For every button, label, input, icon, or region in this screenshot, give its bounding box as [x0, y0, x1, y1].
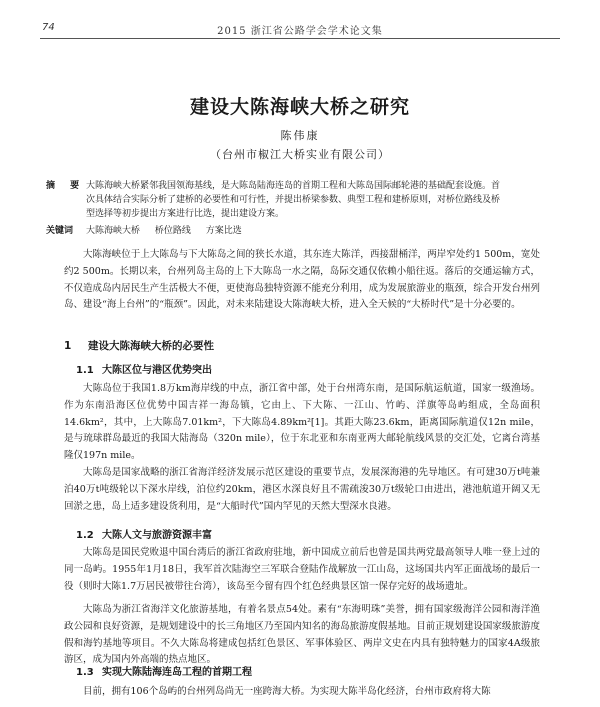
- author: 陈伟康: [280, 129, 320, 142]
- affiliation: （台州市椒江大桥实业有限公司）: [210, 148, 390, 161]
- subsection-title: 大陈区位与港区优势突出: [102, 365, 212, 376]
- paper-title: 建设大陈海峡大桥之研究: [189, 96, 410, 118]
- abstract-label: 摘 要: [46, 181, 86, 191]
- subsection-title: 大陈人文与旅游资源丰富: [102, 530, 212, 541]
- subsection-1-2-heading: [76, 526, 212, 541]
- journal-title: 2015 浙江省公路学会学术论文集: [217, 26, 383, 37]
- running-header: [40, 20, 560, 39]
- section-title: 建设大陈海峡大桥的必要性: [88, 340, 214, 352]
- keyword-item: 大陈海峡大桥: [86, 226, 141, 236]
- paragraph: 大陈岛是国家战略的浙江省海洋经济发展示范区建设的重要节点，发展深海港的先导地区。有可建30万t吨兼泊40万t吨级轮以下深水岸线，泊位约20km，港区水深良好且不需疏浚30万t级轮口由进出，港池航道开阔又无回淤之患，岛上适多建设货利用，是“大船时代”国内罕见的天然大型深水良港。: [64, 467, 540, 512]
- section-1-heading: [64, 338, 214, 353]
- paragraph: 目前，拥有106个岛屿的台州列岛尚无一座跨海大桥。为实现大陈半岛化经济，台州市政府将大陈: [83, 686, 491, 697]
- paragraph: 大陈岛是国民党败退中国台湾后的浙江省政府驻地，新中国成立前后也曾是国共两党最高领导人唯一登上过的同一岛屿。1955年1月18日，我军首次陆海空三军联合登陆作战解放一江山岛，这场国共内军正面战场的最后一役（则时大陈1.7万居民被带往台湾），该岛至今留有四个红色经典景区馆一保存完好的战场遗址。: [64, 547, 540, 592]
- subsection-number: 1.1: [76, 365, 94, 376]
- paragraph: 大陈岛为浙江省海洋文化旅游基地，有着名景点54处。素有“东海明珠”美誉，拥有国家级海洋公园和海洋渔政公园和良好资源，是规划建设中的长三角地区乃至国内知名的海岛旅游度假基地。目前正规划建设国家级旅游度假和海钓基地等项目。不久大陈岛将建成包括红色景区、军事体验区、两岸文史在内具有独特魅力的国家4A级旅游区，成为国内外高端的热点地区。: [64, 604, 540, 666]
- paragraph: 大陈岛位于我国1.8万km海岸线的中点，浙江省中部，处于台州湾东南，是国际航运航道，国家一级渔场。作为东南沿海区位优势中国吉祥一海岛镇，它由上、下大陈、一江山、竹屿、洋旗等岛屿组成，全岛面积14.6km²，其中，上大陈岛7.01km²，下大陈岛4.89km²[1]。其距大陈23.6km，距离国际航道仅12n mile，是与琉球群岛最近的我国大陆海岛（320n mile），位于东北亚和东南亚两大邮轮航线风景的交汇处，它离台湾基隆仅197n mile。: [64, 383, 540, 462]
- abstract: [46, 179, 508, 221]
- subsection-1-3-heading: [76, 663, 252, 678]
- page-number: 74: [42, 22, 55, 33]
- keyword-item: 方案比选: [205, 226, 242, 236]
- keyword-item: 桥位路线: [154, 226, 191, 236]
- subsection-number: 1.2: [76, 530, 94, 541]
- subsection-number: 1.3: [76, 667, 94, 678]
- intro-paragraph: 大陈海峡位于上大陈岛与下大陈岛之间的狭长水道，其东连大陈洋，西接甜桶洋，两岸窄处约1 500m，宽处约2 500m。长期以来，台州列岛主岛的上下大陈岛一水之隔，岛际交通仅依赖小船往返。落后的交通运输方式，不仅造成岛内居民生产生活极大不便，更使海岛独特资源不能充分利用，成为发展旅游业的瓶颈，综合开发台州列岛、建设“海上台州”的“瓶颈”。因此，对未来陆建设大陈海峡大桥，进入全天候的“大桥时代”是十分必要的。: [64, 249, 540, 311]
- section-number: 1: [64, 340, 72, 352]
- keywords: [46, 224, 508, 238]
- keywords-label: 关键词: [46, 226, 74, 236]
- subsection-1-1-heading: [76, 361, 212, 376]
- abstract-text: 大陈海峡大桥紧邻我国领海基线，是大陈岛陆海连岛的首期工程和大陈岛国际邮轮港的基础配套设施。首次具体结合实际分析了建桥的必要性和可行性，并提出桥梁参数、典型工程和建桥原则，对桥位路线及桥型选择等初步提出方案进行比选，提出建设方案。: [86, 181, 501, 219]
- subsection-title: 实现大陈陆海连岛工程的首期工程: [102, 667, 252, 678]
